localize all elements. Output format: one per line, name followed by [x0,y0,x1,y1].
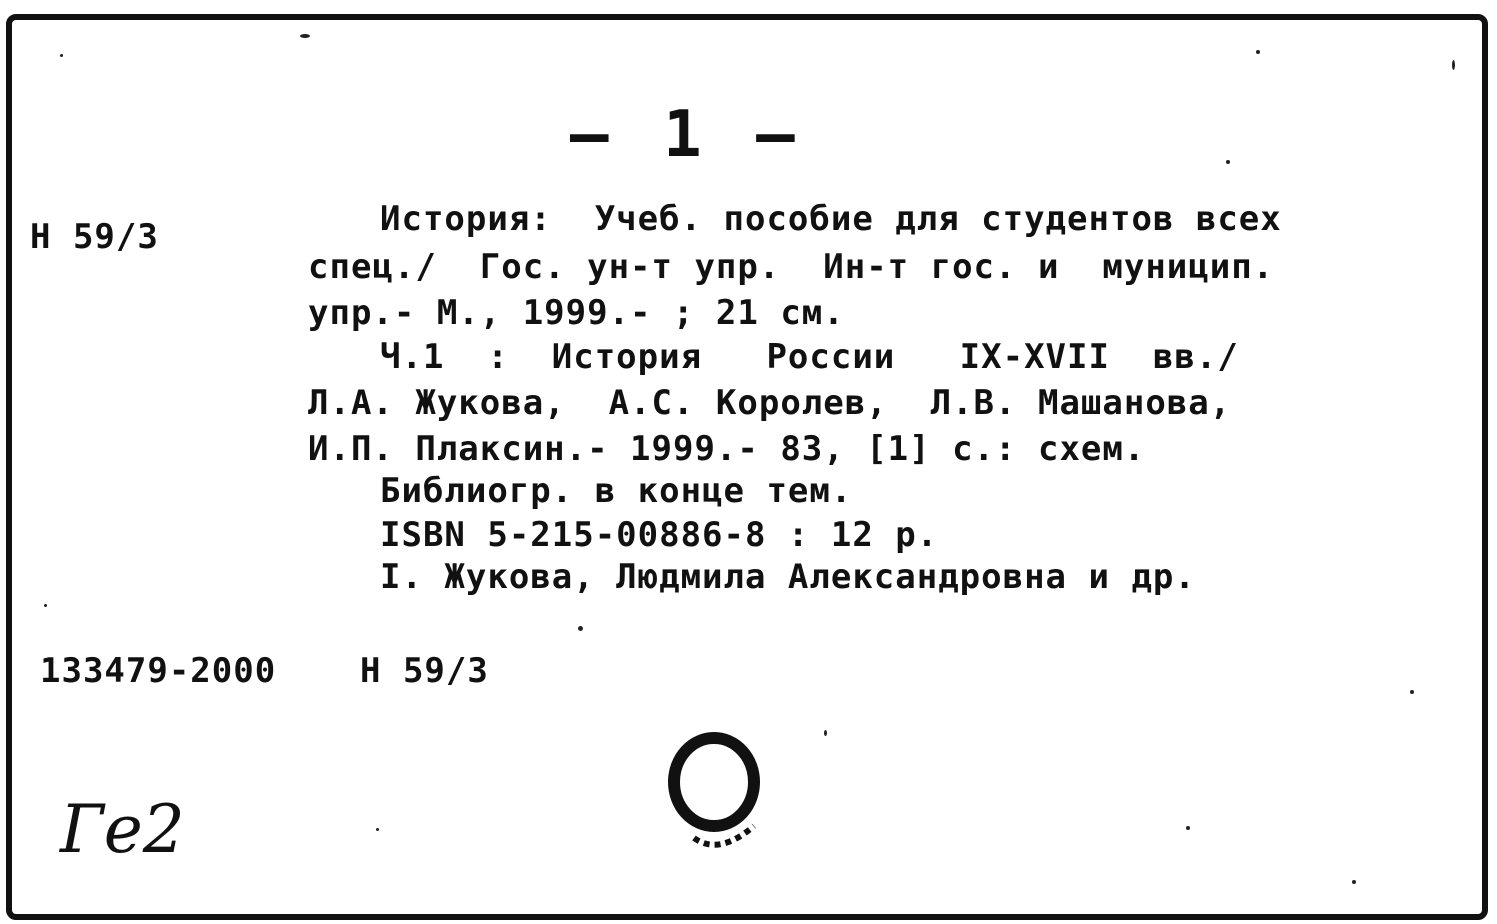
scan-speck [1352,880,1356,884]
entry-line-bibliography-note: Библиогр. в конце тем. [380,471,853,511]
entry-line-isbn: ISBN 5-215-00886-8 : 12 р. [380,515,939,555]
inventory-number: 133479-2000 [40,651,277,691]
scan-speck [300,34,310,38]
shelfmark: Н 59/3 [30,217,159,257]
entry-line-part: Ч.1 : История России IX-XVII вв./ [380,337,1239,377]
entry-line-title: История: Учеб. пособие для студентов всех [380,199,1282,239]
handwritten-note: Ге2 [60,791,185,868]
scan-speck [1452,60,1455,70]
scan-speck [1410,690,1414,694]
entry-line-pagination: И.П. Плаксин.- 1999.- 83, [1] с.: схем. [308,429,1146,469]
scan-speck [1256,50,1260,54]
bottom-shelfmark: Н 59/3 [360,651,489,691]
scan-speck [578,626,583,631]
scan-speck [60,54,63,57]
scan-speck [44,604,47,607]
entry-line-publisher: спец./ Гос. ун-т упр. Ин-т гос. и муницип. [308,247,1275,287]
scan-speck [376,828,379,831]
punch-hole-icon [664,726,784,866]
scan-speck [1186,826,1190,830]
entry-line-added-entry: I. Жукова, Людмила Александровна и др. [380,557,1196,597]
entry-line-authors: Л.А. Жукова, А.С. Королев, Л.В. Машанова, [308,383,1232,423]
page-number: — 1 — [570,98,803,172]
scan-speck [824,730,827,736]
entry-line-imprint: упр.- М., 1999.- ; 21 см. [308,293,845,333]
scan-speck [1226,160,1230,164]
